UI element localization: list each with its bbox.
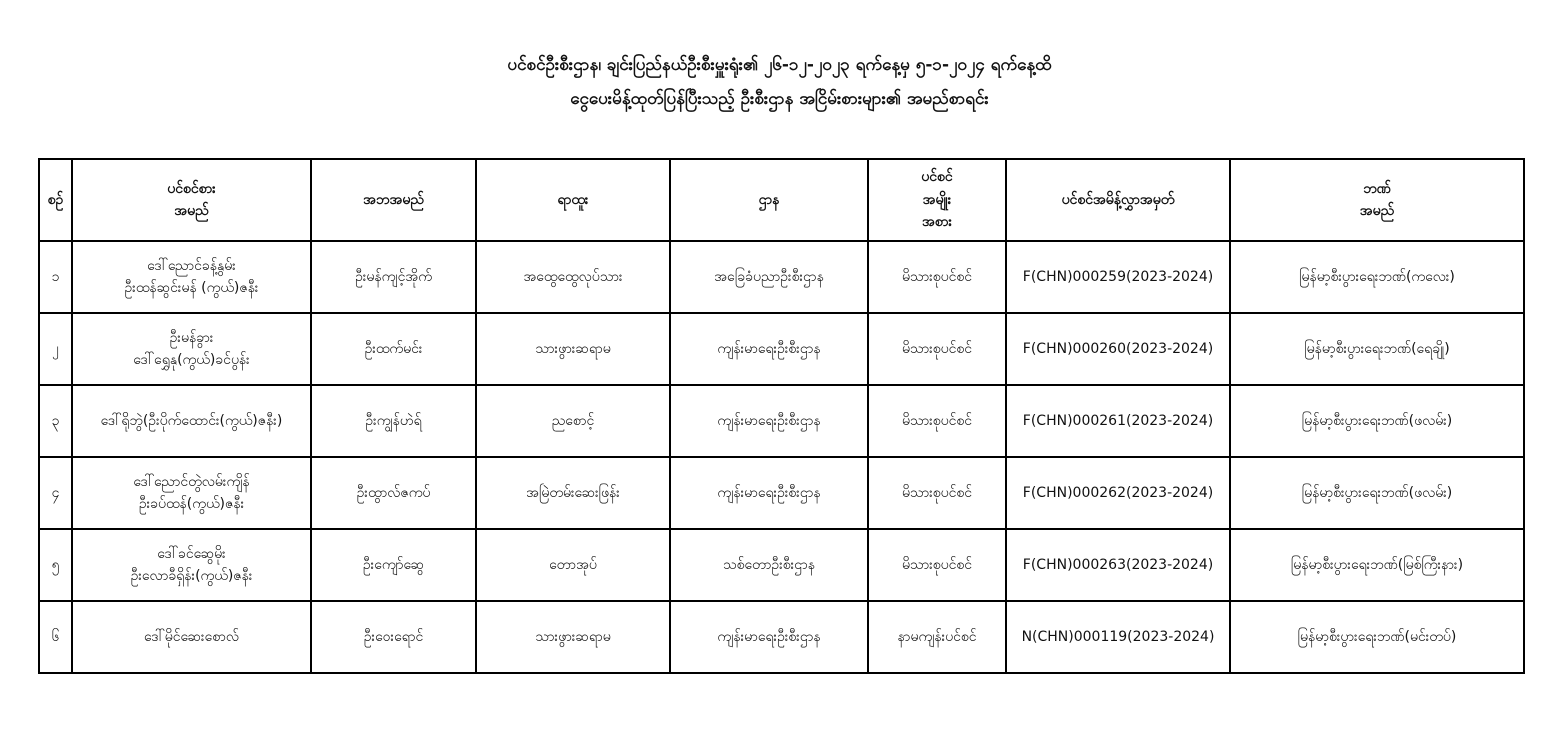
cell-rank: အထွေထွေလုပ်သား xyxy=(476,241,670,313)
cell-father-name: ဦးကျော်ဆွေ xyxy=(311,529,476,601)
cell-pension-type: မိသားစုပင်စင် xyxy=(868,241,1006,313)
cell-rank: ညစောင့် xyxy=(476,385,670,457)
document-title-line-2: ငွေပေးမိန့်ထုတ်ပြန်ပြီးသည့် ဦးစီးဌာန အငြိမ်းစားများ၏ အမည်စာရင်း xyxy=(570,89,989,109)
cell-pension-type: မိသားစုပင်စင် xyxy=(868,313,1006,385)
cell-father-name: ဦးထက်မင်း xyxy=(311,313,476,385)
cell-pension-type: မိသားစုပင်စင် xyxy=(868,529,1006,601)
cell-department: ကျန်းမာရေးဦးစီးဌာန xyxy=(670,601,868,673)
table-row xyxy=(39,241,1524,313)
cell-no: ၆ xyxy=(39,601,72,673)
cell-pension-type: မိသားစုပင်စင် xyxy=(868,457,1006,529)
cell-no: ၃ xyxy=(39,385,72,457)
cell-department: ကျန်းမာရေးဦးစီးဌာန xyxy=(670,385,868,457)
cell-father-name: ဦးဝေးရောင် xyxy=(311,601,476,673)
cell-order-number: F(CHN)000260(2023-2024) xyxy=(1006,313,1230,385)
cell-department: ကျန်းမာရေးဦးစီးဌာန xyxy=(670,457,868,529)
header-order-number: ပင်စင်အမိန့်လွှာအမှတ် xyxy=(1006,159,1230,241)
cell-pension-type: မိသားစုပင်စင် xyxy=(868,385,1006,457)
cell-bank-name: မြန်မာ့စီးပွားရေးဘဏ်(မြစ်ကြီးနား) xyxy=(1230,529,1524,601)
cell-order-number: F(CHN)000259(2023-2024) xyxy=(1006,241,1230,313)
cell-no: ၄ xyxy=(39,457,72,529)
cell-order-number: F(CHN)000262(2023-2024) xyxy=(1006,457,1230,529)
table-row xyxy=(39,457,1524,529)
cell-bank-name: မြန်မာ့စီးပွားရေးဘဏ်(ဖလမ်း) xyxy=(1230,385,1524,457)
cell-bank-name: မြန်မာ့စီးပွားရေးဘဏ်(ဖလမ်း) xyxy=(1230,457,1524,529)
header-department: ဌာန xyxy=(670,159,868,241)
header-father-name: အဘအမည် xyxy=(311,159,476,241)
header-no: စဉ် xyxy=(39,159,72,241)
cell-pensioner-name: ဒေါ်ရိုဘွဲ(ဦးပိုက်ထောင်း(ကွယ်)ဇနီး) xyxy=(72,385,311,457)
table-row xyxy=(39,529,1524,601)
cell-order-number: N(CHN)000119(2023-2024) xyxy=(1006,601,1230,673)
cell-pensioner-name: ဒေါ်ညောင်ခန့်နွမ်း ဦးထန်ဆွင်းမန် (ကွယ်)ဇနီး xyxy=(72,241,311,313)
cell-department: သစ်တောဦးစီးဌာန xyxy=(670,529,868,601)
header-pensioner-name: ပင်စင်စား အမည် xyxy=(72,159,311,241)
cell-no: ၅ xyxy=(39,529,72,601)
document-title-line-1: ပင်စင်ဦးစီးဌာန၊ ချင်းပြည်နယ်ဦးစီးမှူးရုံး၏ ၂၆-၁၂-၂၀၂၃ ရက်နေ့မှ ၅-၁-၂၀၂၄ ရက်နေ့ထိ xyxy=(507,55,1052,75)
table-row xyxy=(39,601,1524,673)
table-row xyxy=(39,313,1524,385)
cell-department: အခြေခံပညာဦးစီးဌာန xyxy=(670,241,868,313)
cell-bank-name: မြန်မာ့စီးပွားရေးဘဏ်(ရေချို) xyxy=(1230,313,1524,385)
cell-rank: သားဖွားဆရာမ xyxy=(476,601,670,673)
pensioner-table xyxy=(38,158,1525,674)
cell-father-name: ဦးမန်ကျင့်အိုက် xyxy=(311,241,476,313)
header-bank-name: ဘဏ် အမည် xyxy=(1230,159,1524,241)
cell-pension-type: နာမကျန်းပင်စင် xyxy=(868,601,1006,673)
cell-no: ၂ xyxy=(39,313,72,385)
cell-rank: သားဖွားဆရာမ xyxy=(476,313,670,385)
cell-pensioner-name: ဒေါ်ညောင်တွဲလမ်းကျိန် ဦးခပ်ထန်(ကွယ်)ဇနီး xyxy=(72,457,311,529)
cell-no: ၁ xyxy=(39,241,72,313)
cell-pensioner-name: ဒေါ်ခင်ဆွေမိုး ဦးလောခီရှိန်း(ကွယ်)ဇနီး xyxy=(72,529,311,601)
cell-rank: အမြဲတမ်းဆေးဖြန်း xyxy=(476,457,670,529)
cell-father-name: ဦးကျွန်ဟဲရ် xyxy=(311,385,476,457)
cell-bank-name: မြန်မာ့စီးပွားရေးဘဏ်(ကလေး) xyxy=(1230,241,1524,313)
header-pension-type: ပင်စင် အမျိုး အစား xyxy=(868,159,1006,241)
header-rank: ရာထူး xyxy=(476,159,670,241)
table-row xyxy=(39,385,1524,457)
cell-order-number: F(CHN)000263(2023-2024) xyxy=(1006,529,1230,601)
cell-rank: တောအုပ် xyxy=(476,529,670,601)
cell-department: ကျန်းမာရေးဦးစီးဌာန xyxy=(670,313,868,385)
cell-bank-name: မြန်မာ့စီးပွားရေးဘဏ်(မင်းတပ်) xyxy=(1230,601,1524,673)
cell-pensioner-name: ဦးမန်ခွား ဒေါ်ရွှေနု(ကွယ်)ခင်ပွန်း xyxy=(72,313,311,385)
cell-father-name: ဦးထွာလ်ဇကပ် xyxy=(311,457,476,529)
cell-order-number: F(CHN)000261(2023-2024) xyxy=(1006,385,1230,457)
cell-pensioner-name: ဒေါ်မိုင်ဆေးစောလ် xyxy=(72,601,311,673)
table-header-row xyxy=(39,159,1524,241)
